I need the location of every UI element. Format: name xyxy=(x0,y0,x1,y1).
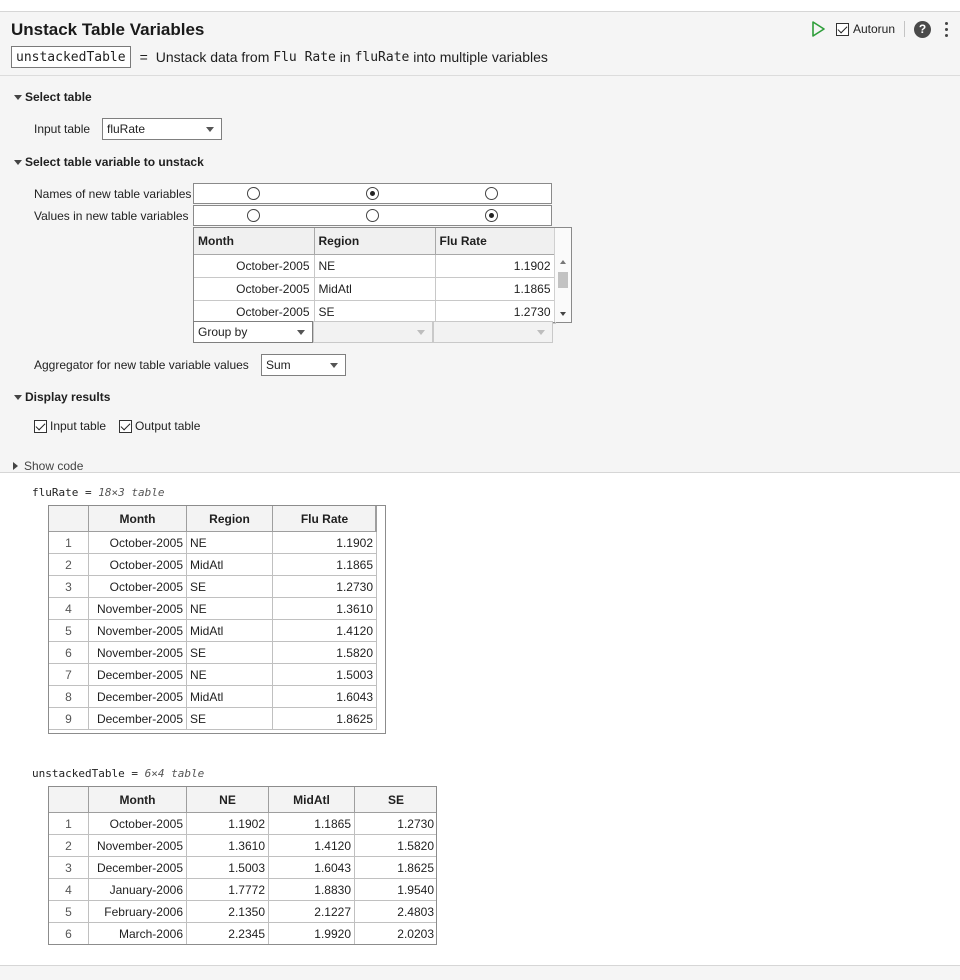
row-index: 1 xyxy=(49,813,89,835)
scroll-up-icon[interactable] xyxy=(560,260,566,264)
table-cell: MidAtl xyxy=(187,554,273,576)
summary-variable: Flu Rate xyxy=(273,49,336,65)
table-cell: December-2005 xyxy=(89,686,187,708)
preview-cell: MidAtl xyxy=(314,277,435,300)
table-cell: 1.5003 xyxy=(187,857,269,879)
table-row xyxy=(49,576,377,598)
preview-cell: 1.1902 xyxy=(435,254,555,277)
chevron-down-icon xyxy=(297,330,305,335)
table-cell: October-2005 xyxy=(89,554,187,576)
table-row xyxy=(49,642,377,664)
table-row xyxy=(49,554,377,576)
row-index: 8 xyxy=(49,686,89,708)
input-table-checkbox[interactable] xyxy=(34,420,47,433)
preview-cell: NE xyxy=(314,254,435,277)
table-cell: 1.2730 xyxy=(355,813,438,835)
names-radio-region[interactable] xyxy=(366,187,379,200)
table-cell: 2.1350 xyxy=(187,901,269,923)
table-cell: 1.2730 xyxy=(273,576,377,598)
output-variable-field[interactable]: unstackedTable xyxy=(11,46,131,68)
unstacked-eq: = xyxy=(124,767,145,780)
table-cell: 1.1865 xyxy=(273,554,377,576)
next-section-divider xyxy=(0,965,960,980)
live-task-panel xyxy=(0,11,960,473)
table-cell: November-2005 xyxy=(89,598,187,620)
values-radio-flurate[interactable] xyxy=(485,209,498,222)
table-cell: October-2005 xyxy=(89,532,187,554)
table-cell: November-2005 xyxy=(89,620,187,642)
help-icon[interactable]: ? xyxy=(914,21,931,38)
flurate-size: 18×3 table xyxy=(98,486,165,499)
preview-cell: SE xyxy=(314,300,435,323)
table-row xyxy=(49,901,438,923)
group-by-value: Group by xyxy=(198,325,248,339)
scroll-thumb[interactable] xyxy=(558,272,568,288)
input-table-check-label: Input table xyxy=(50,419,107,433)
task-summary xyxy=(11,46,548,68)
unstacked-header-midatl: MidAtl xyxy=(269,787,355,813)
table-cell: February-2006 xyxy=(89,901,187,923)
table-row xyxy=(49,708,377,730)
expand-icon xyxy=(13,462,18,470)
table-cell: 1.1865 xyxy=(269,813,355,835)
autorun-label: Autorun xyxy=(852,22,895,36)
flurate-header-index xyxy=(49,506,89,532)
section-select-table[interactable] xyxy=(14,90,92,104)
collapse-icon xyxy=(14,95,22,100)
input-table-dropdown[interactable] xyxy=(102,118,222,140)
row-index: 3 xyxy=(49,576,89,598)
table-row xyxy=(49,923,438,945)
unstacked-header-index xyxy=(49,787,89,813)
chevron-down-icon xyxy=(537,330,545,335)
table-cell: January-2006 xyxy=(89,879,187,901)
row-index: 4 xyxy=(49,879,89,901)
unstacked-header-se: SE xyxy=(355,787,438,813)
section-display-results[interactable] xyxy=(14,390,110,404)
values-radio-region[interactable] xyxy=(366,209,379,222)
table-cell: 1.8830 xyxy=(269,879,355,901)
table-cell: 2.4803 xyxy=(355,901,438,923)
group-by-dropdown-flurate xyxy=(433,321,553,343)
display-input-table[interactable] xyxy=(34,419,106,433)
preview-table[interactable] xyxy=(193,227,572,323)
table-row xyxy=(49,664,377,686)
section-select-table-label: Select table xyxy=(25,90,92,104)
table-cell: 1.5820 xyxy=(355,835,438,857)
header-divider xyxy=(0,75,960,76)
row-index: 1 xyxy=(49,532,89,554)
values-label: Values in new table variables xyxy=(34,209,189,223)
toolbar-divider xyxy=(904,21,905,37)
unstacked-table xyxy=(48,786,437,945)
table-cell: 1.7772 xyxy=(187,879,269,901)
table-row xyxy=(49,686,377,708)
table-row xyxy=(194,300,555,323)
row-index: 2 xyxy=(49,835,89,857)
task-toolbar xyxy=(810,18,948,40)
row-index: 6 xyxy=(49,923,89,945)
unstacked-output-label xyxy=(32,767,204,780)
equals-sign: = xyxy=(139,49,148,65)
summary-pre: Unstack data from xyxy=(155,49,270,65)
flurate-output-label xyxy=(32,486,164,499)
show-code-toggle[interactable] xyxy=(13,459,83,473)
more-options-icon[interactable] xyxy=(945,22,948,37)
names-radio-row xyxy=(193,183,552,204)
input-table-value: fluRate xyxy=(107,122,146,136)
display-output-table[interactable] xyxy=(119,419,200,433)
summary-mid: in xyxy=(339,49,351,65)
preview-cell: 1.2730 xyxy=(435,300,555,323)
table-cell: 1.9540 xyxy=(355,879,438,901)
aggregator-value: Sum xyxy=(266,358,291,372)
table-cell: 1.8625 xyxy=(273,708,377,730)
table-cell: 2.2345 xyxy=(187,923,269,945)
names-radio-month[interactable] xyxy=(247,187,260,200)
input-table-label: Input table xyxy=(34,122,91,136)
table-cell: 1.1902 xyxy=(187,813,269,835)
table-cell: 1.6043 xyxy=(269,857,355,879)
flurate-table-container[interactable] xyxy=(48,505,386,734)
group-by-dropdown-region xyxy=(313,321,433,343)
preview-cell: October-2005 xyxy=(194,254,314,277)
table-cell: 1.4120 xyxy=(269,835,355,857)
flurate-header-month: Month xyxy=(89,506,187,532)
table-row xyxy=(49,813,438,835)
section-select-variable-label: Select table variable to unstack xyxy=(25,155,204,169)
aggregator-label: Aggregator for new table variable values xyxy=(34,358,249,372)
row-index: 6 xyxy=(49,642,89,664)
table-cell: NE xyxy=(187,664,273,686)
row-index: 9 xyxy=(49,708,89,730)
table-cell: 1.5003 xyxy=(273,664,377,686)
table-cell: December-2005 xyxy=(89,664,187,686)
table-row xyxy=(49,620,377,642)
table-cell: 1.9920 xyxy=(269,923,355,945)
table-cell: SE xyxy=(187,708,273,730)
chevron-down-icon xyxy=(330,363,338,368)
row-index: 4 xyxy=(49,598,89,620)
unstacked-header-month: Month xyxy=(89,787,187,813)
table-cell: 1.3610 xyxy=(273,598,377,620)
table-row xyxy=(49,598,377,620)
preview-header-region: Region xyxy=(314,228,435,254)
show-code-label: Show code xyxy=(24,459,84,473)
table-cell: MidAtl xyxy=(187,620,273,642)
table-cell: 1.8625 xyxy=(355,857,438,879)
aggregator-dropdown[interactable] xyxy=(261,354,346,376)
summary-post: into multiple variables xyxy=(413,49,548,65)
flurate-eq: = xyxy=(78,486,99,499)
group-by-dropdown-month[interactable] xyxy=(193,321,313,343)
table-row xyxy=(49,857,438,879)
table-row xyxy=(49,879,438,901)
table-cell: SE xyxy=(187,642,273,664)
table-cell: 1.1902 xyxy=(273,532,377,554)
flurate-table xyxy=(48,505,377,730)
table-cell: November-2005 xyxy=(89,835,187,857)
preview-cell: October-2005 xyxy=(194,300,314,323)
table-cell: 1.6043 xyxy=(273,686,377,708)
values-radio-row xyxy=(193,205,552,226)
row-index: 7 xyxy=(49,664,89,686)
unstacked-table-container[interactable] xyxy=(48,786,437,945)
table-cell: November-2005 xyxy=(89,642,187,664)
unstacked-header-ne: NE xyxy=(187,787,269,813)
names-label: Names of new table variables xyxy=(34,187,192,201)
row-index: 5 xyxy=(49,901,89,923)
names-radio-flurate[interactable] xyxy=(485,187,498,200)
table-row xyxy=(194,277,555,300)
preview-cell: October-2005 xyxy=(194,277,314,300)
unstacked-size: 6×4 table xyxy=(144,767,205,780)
autorun-checkbox[interactable] xyxy=(836,23,849,36)
row-index: 5 xyxy=(49,620,89,642)
flurate-var-name: fluRate xyxy=(32,486,79,499)
unstacked-var-name: unstackedTable xyxy=(32,767,125,780)
table-cell: 2.0203 xyxy=(355,923,438,945)
column-divider xyxy=(375,506,376,532)
scroll-down-icon[interactable] xyxy=(560,312,566,316)
table-row xyxy=(194,254,555,277)
table-cell: March-2006 xyxy=(89,923,187,945)
table-row xyxy=(49,532,377,554)
row-index: 2 xyxy=(49,554,89,576)
collapse-icon xyxy=(14,395,22,400)
row-index: 3 xyxy=(49,857,89,879)
chevron-down-icon xyxy=(206,127,214,132)
flurate-header-region: Region xyxy=(187,506,273,532)
table-cell: October-2005 xyxy=(89,576,187,598)
table-cell: 1.3610 xyxy=(187,835,269,857)
values-radio-month[interactable] xyxy=(247,209,260,222)
section-display-results-label: Display results xyxy=(25,390,111,404)
table-cell: 2.1227 xyxy=(269,901,355,923)
table-cell: October-2005 xyxy=(89,813,187,835)
table-cell: December-2005 xyxy=(89,708,187,730)
table-cell: NE xyxy=(187,532,273,554)
preview-scrollbar[interactable] xyxy=(554,228,571,322)
output-table-check-label: Output table xyxy=(135,419,201,433)
flurate-header-flurate: Flu Rate xyxy=(273,506,377,532)
table-cell: December-2005 xyxy=(89,857,187,879)
chevron-down-icon xyxy=(417,330,425,335)
table-cell: 1.4120 xyxy=(273,620,377,642)
task-title: Unstack Table Variables xyxy=(11,20,205,39)
preview-cell: 1.1865 xyxy=(435,277,555,300)
preview-header-month: Month xyxy=(194,228,314,254)
table-cell: 1.5820 xyxy=(273,642,377,664)
table-cell: SE xyxy=(187,576,273,598)
table-cell: NE xyxy=(187,598,273,620)
summary-table: fluRate xyxy=(354,49,410,65)
table-row xyxy=(49,835,438,857)
output-table-checkbox[interactable] xyxy=(119,420,132,433)
collapse-icon xyxy=(14,160,22,165)
run-icon[interactable] xyxy=(810,21,826,37)
table-cell: MidAtl xyxy=(187,686,273,708)
preview-header-flurate: Flu Rate xyxy=(435,228,555,254)
section-select-variable[interactable] xyxy=(14,155,204,169)
